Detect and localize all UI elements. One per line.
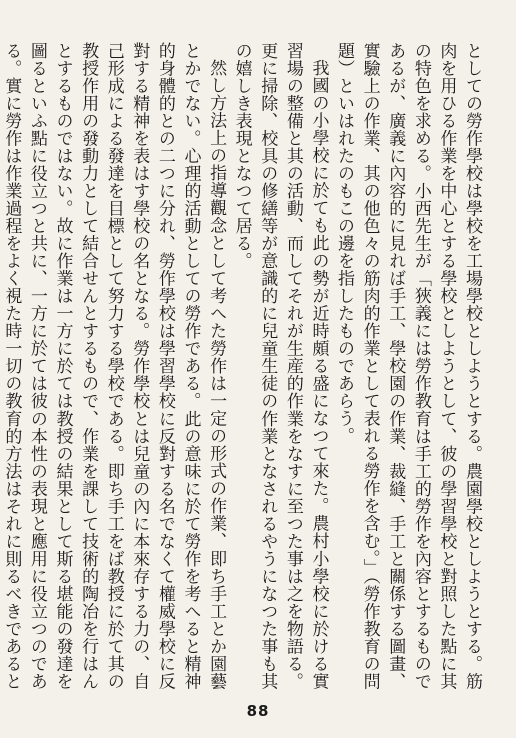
page-number: 88 xyxy=(246,702,270,720)
paragraph-3: 然し方法上の指導觀念として考へた勞作は一定の形式の作業、即ち手工とか園藝とかでない。心理的活動としての勞作である。此の意味に於て勞作を考へると精神的身體的との二つに分れ、勞作學校は學習學校に反對する名でなくて權威學校に反對する精神を表はす學校の名となる。勞作學校とは兒童の內に本來存する力の、自己形成による發達を目標として努力する學校である。即ち手工をば教授に於て其の教授作用の發動力として結合せんとするもので、作業を課して技術的陶冶を行はんとするものではない。故に作業は一方に於ては教授の結果として斯る堪能の發達を圖るといふ點に役立つと共に、一方に於ては彼の本性の表現と應用に役立つのである。實に勞作は作業過程をよく視た時一切の教育的方法はそれに則るべきであると xyxy=(1,42,227,691)
paragraph-1: としての勞作學校は學校を工場學校としようとする。農園學校としようとする。筋肉を用ひる作業を中心とする學校としようとして、彼の學習學校と對照した點に其の特色を求める。小西先生が「狹義には勞作教育は手工的勞作を內容とするものであるが、廣義に內容的に見れば手工、學校園の作業、裁縫、手工と關係する圖畫、實驗上の作業、其の他色々の筋肉的作業として表れる勞作を含む。」（勞作教育の問題）といはれたのもこの邊を指したものであらう。 xyxy=(334,42,482,690)
paragraph-2: 我國の小學校に於ても此の勢が近時頗る盛になつて來た。農村小學校に於ける實習場の整備と其の活動、而してそれが生産的作業をなすに至つた事は之を物語る。更に掃除、校具の修繕等が意識的に兒童生徒の作業となされるやうになつた事も其の嬉しき表現となつて居る。 xyxy=(231,42,329,690)
body-text xyxy=(1,42,484,691)
